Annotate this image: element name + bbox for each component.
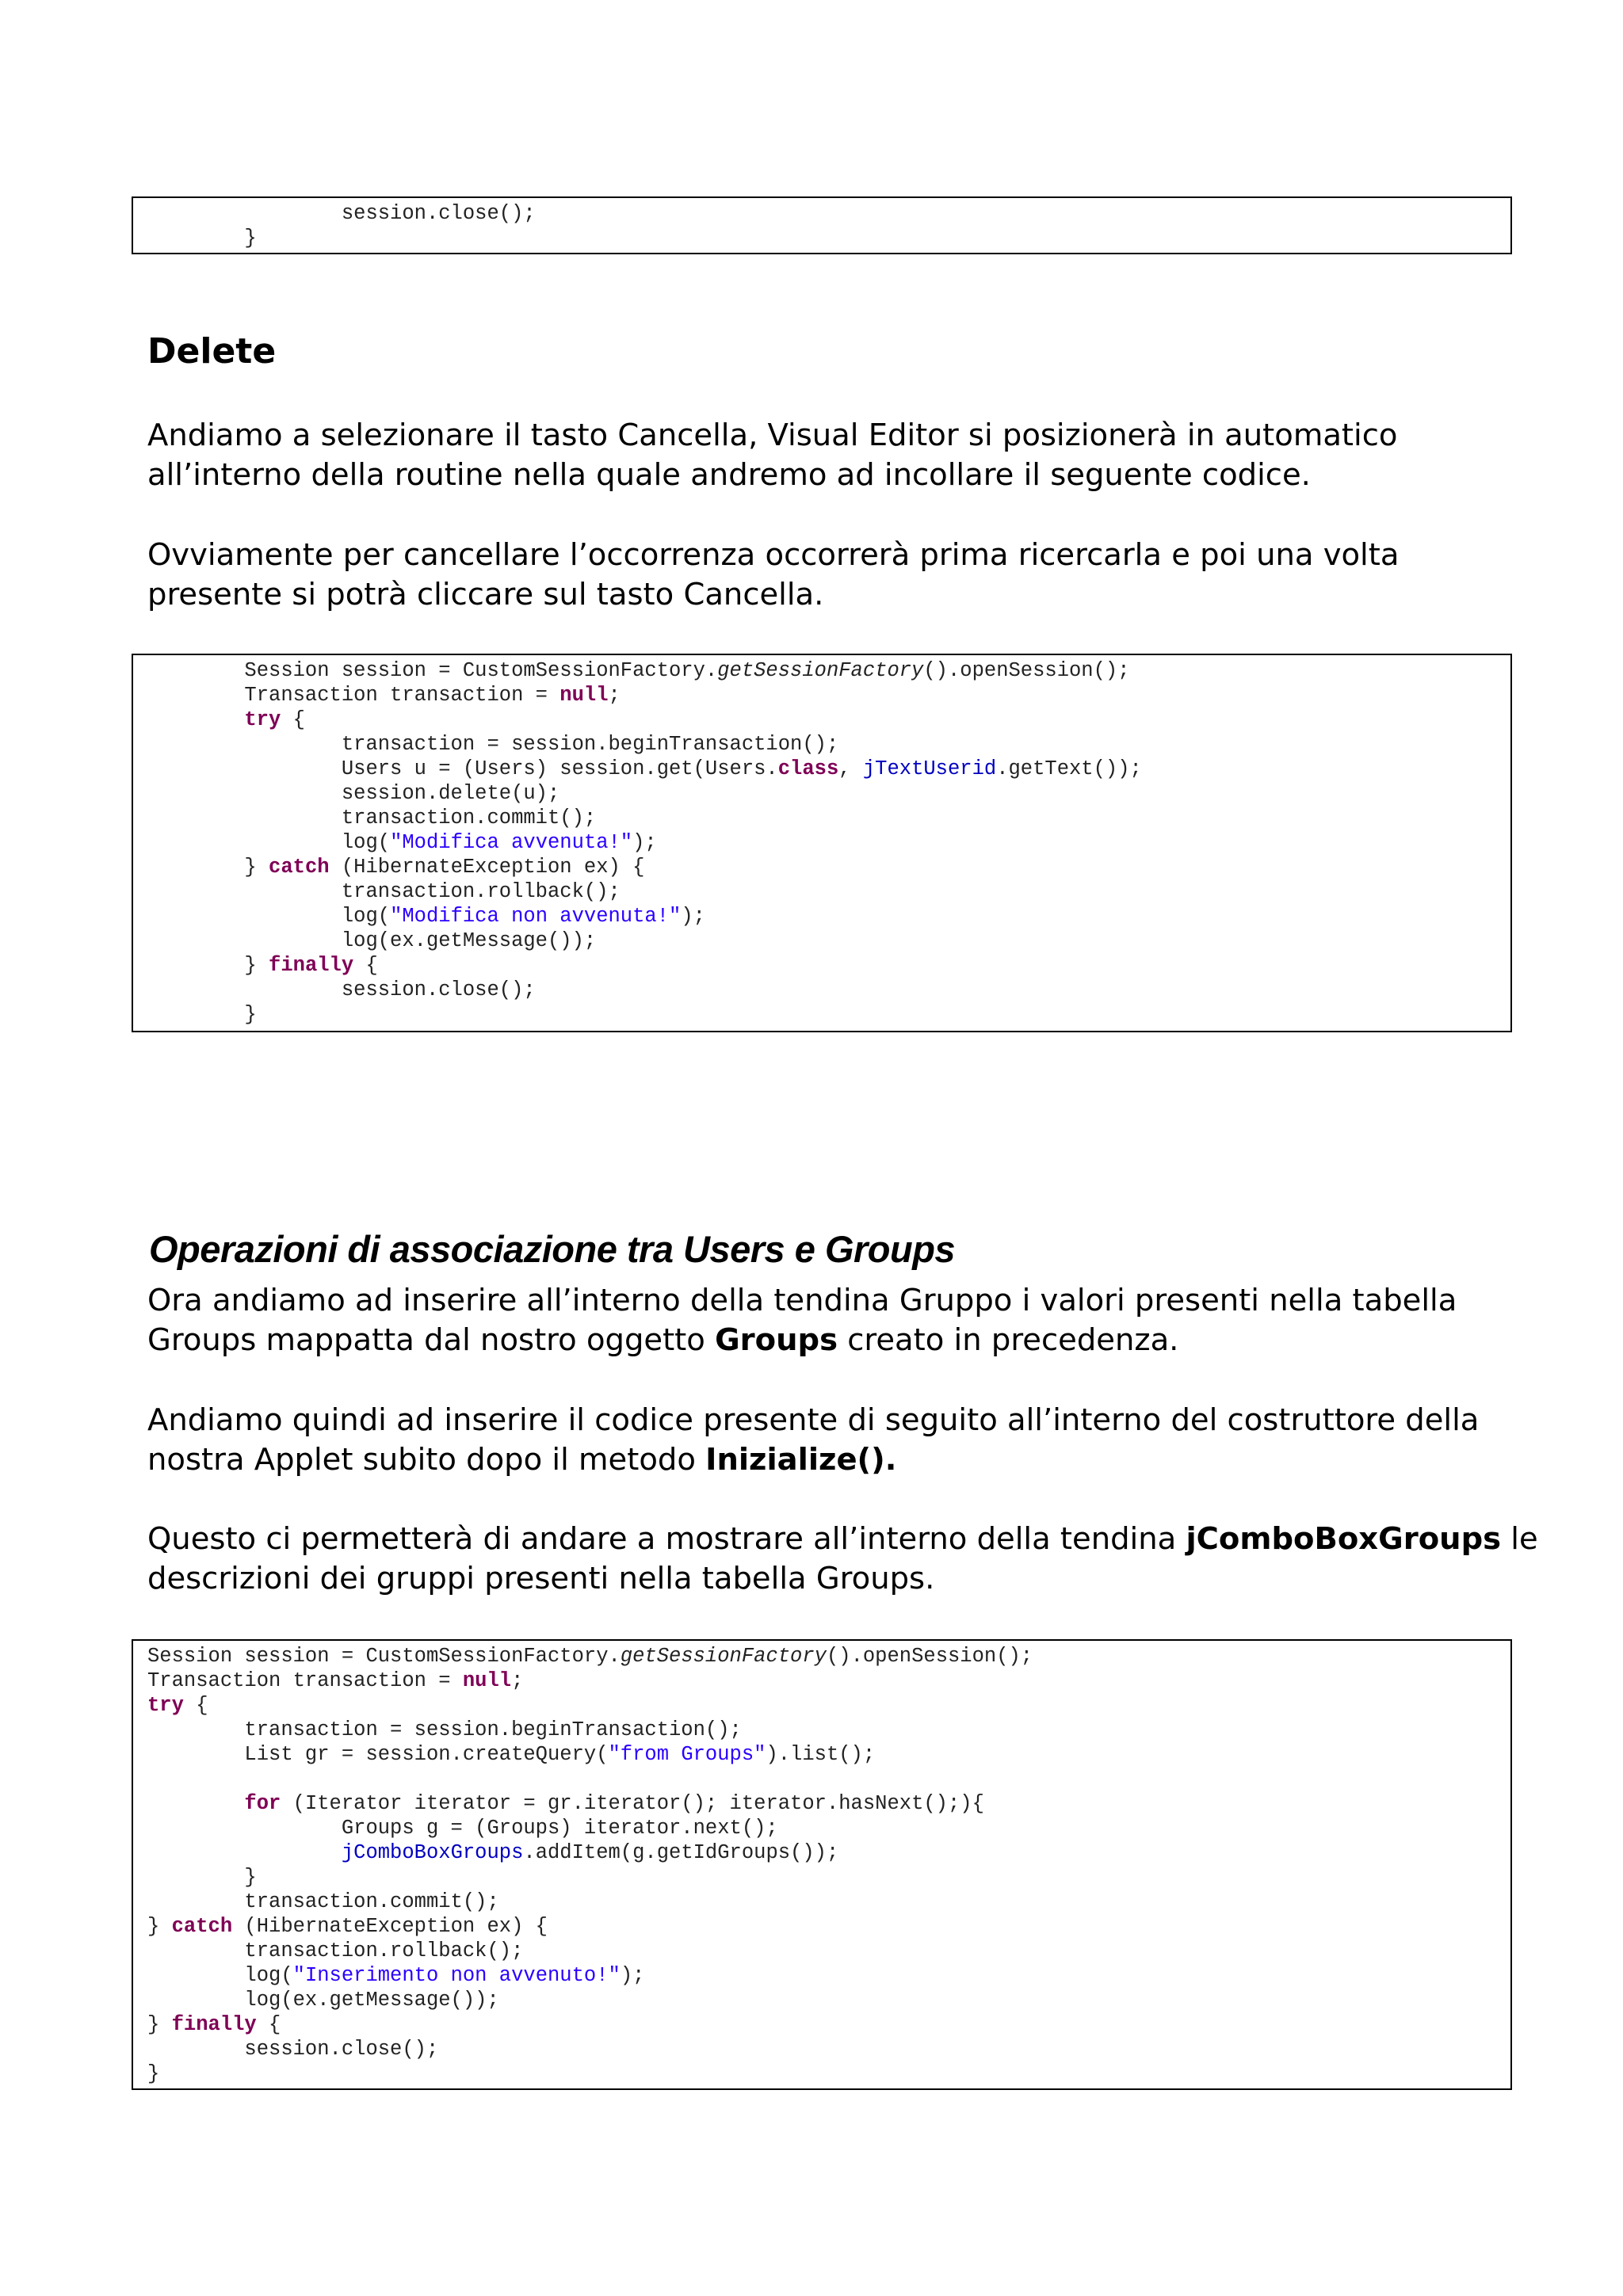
heading-associazione: Operazioni di associazione tra Users e Groups — [149, 1228, 956, 1270]
code-line — [147, 953, 1510, 978]
code-keyword: try — [147, 1694, 184, 1717]
text-run: le descrizioni dei gruppi presenti nella tabella Groups. — [147, 1521, 1538, 1596]
code-token: .getText()); — [996, 757, 1142, 780]
code-line — [147, 1963, 1510, 1988]
code-keyword: null — [462, 1669, 512, 1692]
code-token: log( — [147, 905, 391, 928]
code-block-delete — [132, 654, 1512, 1032]
code-token: session.close(); — [147, 2038, 439, 2061]
paragraph-assoc-1 — [147, 1281, 1542, 1360]
paragraph-delete-note: Ovviamente per cancellare l’occorrenza occorrerà prima ricercarla e poi una volta presente si potrà cliccare sul tasto Cancella. — [147, 537, 1400, 612]
text-run: creato in precedenza. — [837, 1322, 1179, 1358]
code-token: (HibernateException ex) { — [232, 1915, 548, 1938]
code-token: { — [353, 954, 378, 977]
code-line — [147, 1890, 1510, 1914]
code-token: ().openSession(); — [826, 1645, 1033, 1668]
code-keyword: for — [244, 1792, 281, 1815]
code-line — [147, 806, 1510, 830]
code-token: { — [183, 1694, 208, 1717]
code-token: session.close(); — [147, 978, 536, 1001]
code-token: Session session = CustomSessionFactory. — [147, 659, 718, 682]
code-line — [147, 2037, 1510, 2061]
code-string: "Inserimento non avvenuto!" — [292, 1964, 621, 1987]
code-token: ); — [620, 1964, 645, 1987]
code-line — [147, 1865, 1510, 1890]
code-line — [147, 978, 1510, 1002]
code-line — [147, 658, 1510, 683]
code-line — [147, 1718, 1510, 1742]
code-token: transaction = session.beginTransaction(); — [147, 733, 839, 756]
code-token: Groups g = (Groups) iterator.next(); — [147, 1817, 778, 1840]
code-token: ); — [681, 905, 705, 928]
code-token: } — [147, 856, 269, 879]
code-token: Session session = CustomSessionFactory. — [147, 1645, 621, 1668]
code-token: ().openSession(); — [923, 659, 1130, 682]
code-token: session.close(); — [147, 202, 536, 225]
code-token: Transaction transaction = — [147, 684, 560, 707]
code-keyword: class — [777, 757, 839, 780]
code-token: Transaction transaction = — [147, 1669, 463, 1692]
code-line — [147, 830, 1510, 855]
bold-term: Groups — [715, 1322, 838, 1358]
code-keyword: finally — [269, 954, 354, 977]
code-string: "Modifica non avvenuta!" — [390, 905, 682, 928]
code-token: transaction.commit(); — [147, 1890, 499, 1913]
code-token: ).list(); — [766, 1743, 876, 1766]
code-line — [147, 929, 1510, 953]
code-token: } — [147, 2062, 160, 2085]
text-run: Ora andiamo ad inserire all’interno della tendina Gruppo i valori presenti nella tabella Groups mappatta dal nostro oggetto — [147, 1283, 1457, 1358]
code-line — [147, 855, 1510, 879]
code-token — [147, 708, 244, 731]
code-line — [147, 2061, 1510, 2086]
code-string: "from Groups" — [608, 1743, 766, 1766]
bold-term: jComboBoxGroups — [1186, 1521, 1502, 1557]
code-keyword: try — [244, 708, 281, 731]
code-token: } — [147, 954, 269, 977]
code-line — [147, 226, 1510, 250]
code-line — [147, 1644, 1510, 1669]
code-token: Users u = (Users) session.get(Users. — [147, 757, 778, 780]
text-run: Questo ci permetterà di andare a mostrare all’interno della tendina — [147, 1521, 1186, 1557]
code-token — [147, 1841, 342, 1864]
code-token: getSessionFactory — [620, 1645, 827, 1668]
code-token: ; — [608, 684, 621, 707]
code-token — [147, 1792, 244, 1815]
code-token: log(ex.getMessage()); — [147, 929, 597, 952]
code-token: { — [281, 708, 305, 731]
code-token: .addItem(g.getIdGroups()); — [523, 1841, 839, 1864]
code-string: "Modifica avvenuta!" — [390, 831, 633, 854]
paragraph-assoc-3 — [147, 1520, 1542, 1599]
paragraph-assoc-2 — [147, 1401, 1542, 1480]
code-token: List gr = session.createQuery( — [147, 1743, 609, 1766]
code-line — [147, 1767, 1510, 1791]
code-token: } — [147, 2013, 172, 2036]
code-line — [147, 1693, 1510, 1718]
code-keyword: null — [559, 684, 609, 707]
code-token: log( — [147, 1964, 293, 1987]
text-run: Andiamo quindi ad inserire il codice presente di seguito all’interno del costruttore della nostra Applet subito dopo il metodo — [147, 1402, 1480, 1478]
code-token: , — [838, 757, 863, 780]
code-keyword: catch — [171, 1915, 233, 1938]
code-keyword: catch — [269, 856, 330, 879]
code-token: transaction.rollback(); — [147, 1939, 524, 1962]
code-block-associazione — [132, 1639, 1512, 2090]
code-token: { — [256, 2013, 281, 2036]
code-line — [147, 879, 1510, 904]
bold-term: Inizialize(). — [705, 1442, 897, 1478]
code-line — [147, 1002, 1510, 1027]
code-line — [147, 1914, 1510, 1939]
code-line — [147, 1791, 1510, 1816]
code-token: (HibernateException ex) { — [329, 856, 645, 879]
code-token: getSessionFactory — [717, 659, 924, 682]
code-token: } — [147, 1003, 257, 1026]
code-line — [147, 1939, 1510, 1963]
code-line — [147, 1840, 1510, 1865]
code-token: transaction.commit(); — [147, 807, 597, 830]
code-token: } — [147, 1866, 257, 1889]
code-token: session.delete(u); — [147, 782, 560, 805]
code-line — [147, 732, 1510, 757]
code-token: ); — [632, 831, 657, 854]
code-field: jTextUserid — [862, 757, 997, 780]
code-line — [147, 757, 1510, 781]
paragraph-delete-intro: Andiamo a selezionare il tasto Cancella, Visual Editor si posizionerà in automatico all’interno della routine nella quale andremo ad incollare il seguente codice. — [147, 418, 1398, 493]
code-token: transaction.rollback(); — [147, 880, 621, 903]
code-line — [147, 1669, 1510, 1693]
code-token: } — [147, 227, 257, 250]
code-token: log( — [147, 831, 391, 854]
code-line — [147, 2012, 1510, 2037]
code-line — [147, 904, 1510, 929]
code-line — [147, 1988, 1510, 2012]
code-line — [147, 707, 1510, 732]
code-token: } — [147, 1915, 172, 1938]
code-line — [147, 201, 1510, 226]
code-block-top — [132, 196, 1512, 254]
code-line — [147, 781, 1510, 806]
code-token: (Iterator iterator = gr.iterator(); iterator.hasNext();){ — [281, 1792, 984, 1815]
code-token: ; — [511, 1669, 524, 1692]
code-line — [147, 1816, 1510, 1840]
code-keyword: finally — [171, 2013, 257, 2036]
code-token: transaction = session.beginTransaction(); — [147, 1718, 742, 1741]
heading-delete: Delete — [147, 331, 277, 372]
code-token: log(ex.getMessage()); — [147, 1989, 499, 2012]
code-field: jComboBoxGroups — [341, 1841, 524, 1864]
code-line — [147, 1742, 1510, 1767]
code-line — [147, 683, 1510, 707]
